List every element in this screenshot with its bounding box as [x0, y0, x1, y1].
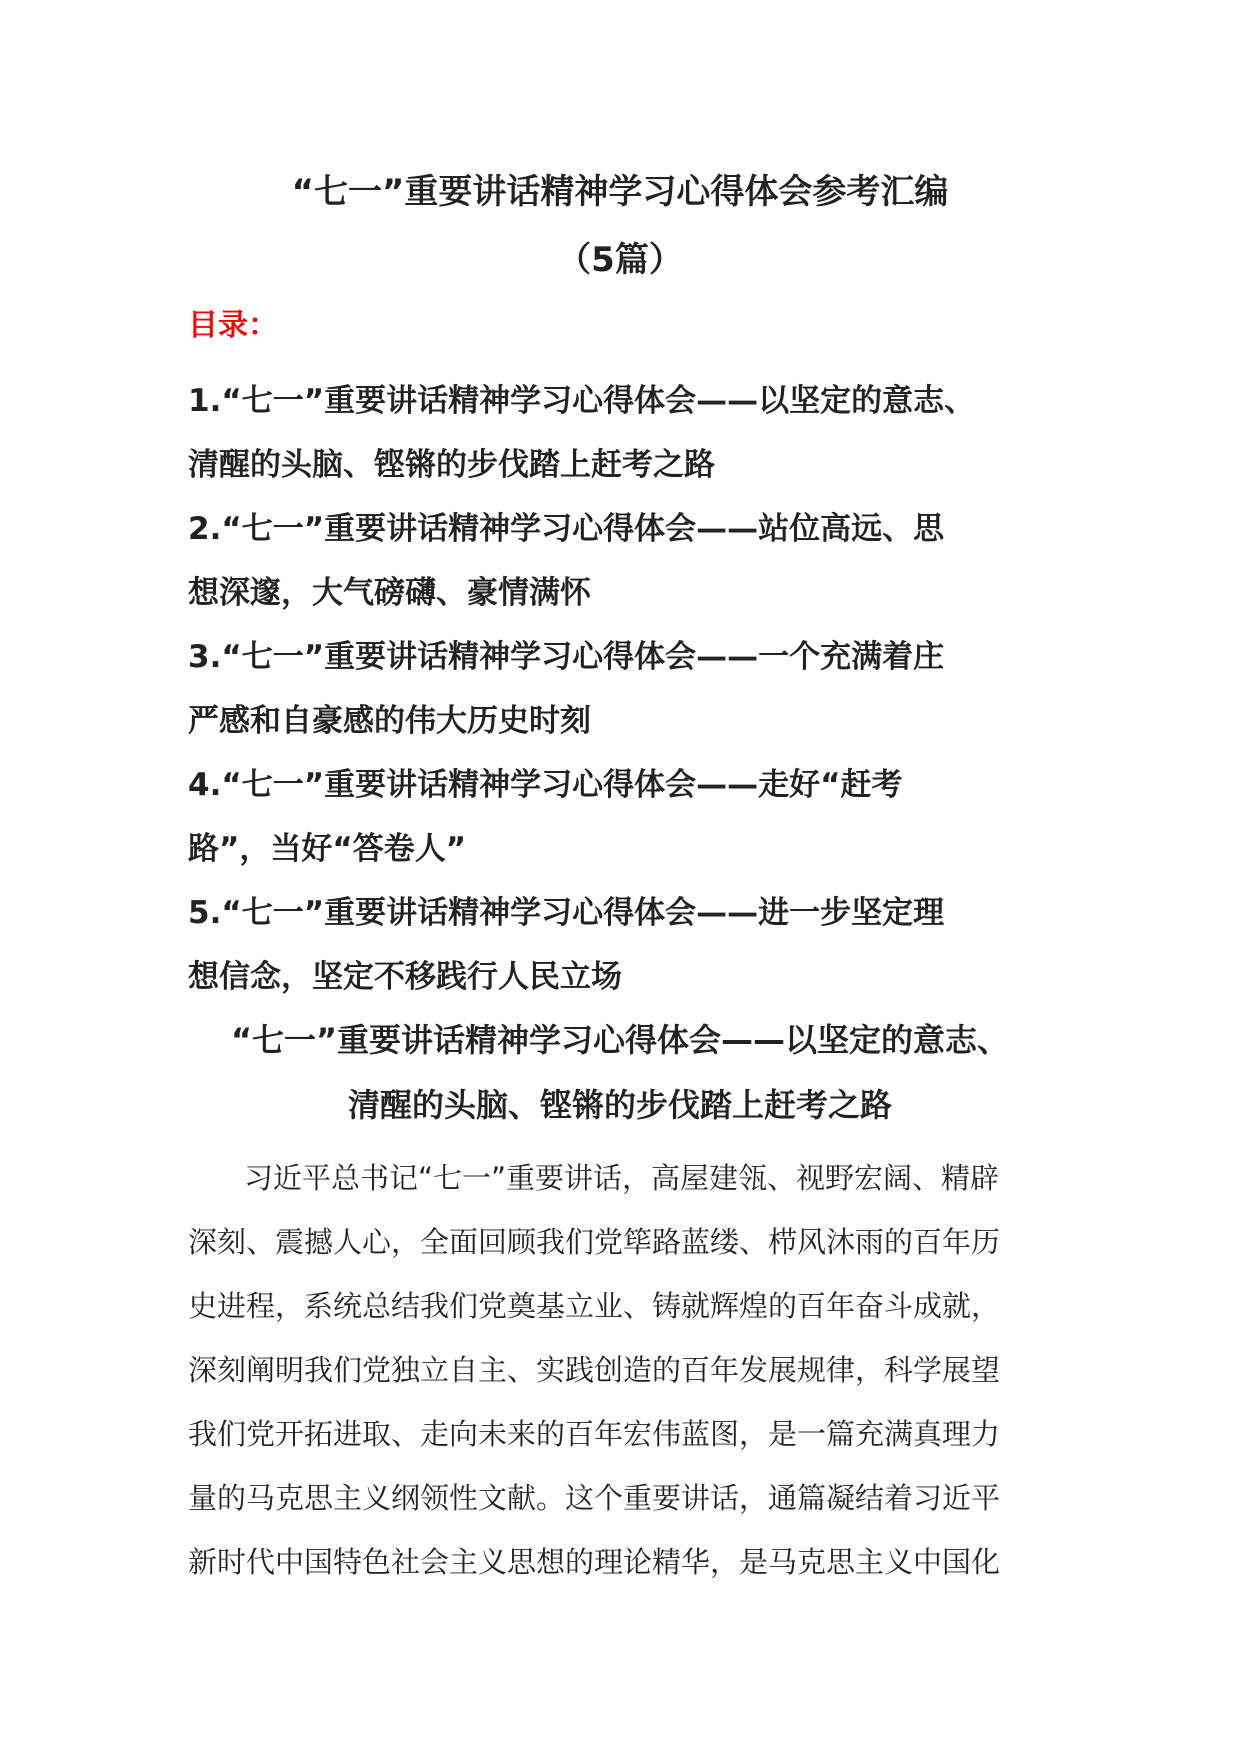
toc-item-line: 想信念，坚定不移践行人民立场 [188, 959, 622, 995]
toc-item-line: 想深邃，大气磅礴、豪情满怀 [188, 575, 591, 611]
toc-item-line: 严感和自豪感的伟大历史时刻 [188, 703, 591, 739]
toc-item-1[interactable] [188, 369, 1088, 497]
paragraph-line: 新时代中国特色社会主义思想的理论精华，是马克思主义中国化 [188, 1545, 1001, 1579]
toc-item-line: 1.“七一”重要讲话精神学习心得体会——以坚定的意志、 [188, 383, 976, 419]
paragraph-line: 深刻、震撼人心，全面回顾我们党筚路蓝缕、栉风沐雨的百年历 [188, 1225, 1001, 1259]
paragraph-line: 史进程，系统总结我们党奠基立业、铸就辉煌的百年奋斗成就， [188, 1289, 1001, 1323]
paragraph-line: 量的马克思主义纲领性文献。这个重要讲话，通篇凝结着习近平 [188, 1481, 1001, 1515]
toc-item-line: 3.“七一”重要讲话精神学习心得体会——一个充满着庄 [188, 639, 945, 675]
table-of-contents [188, 369, 1088, 1009]
paragraph-line: 深刻阐明我们党独立自主、实践创造的百年发展规律，科学展望 [188, 1353, 1001, 1387]
body-paragraph [188, 1146, 1068, 1594]
toc-item-2[interactable] [188, 497, 1088, 625]
paragraph-line: 习近平总书记“七一”重要讲话，高屋建瓴、视野宏阔、精辟 [244, 1161, 1000, 1195]
toc-item-5[interactable] [188, 881, 1088, 1009]
toc-item-line: 5.“七一”重要讲话精神学习心得体会——进一步坚定理 [188, 895, 945, 931]
paragraph-line: 我们党开拓进取、走向未来的百年宏伟蓝图，是一篇充满真理力 [188, 1417, 1001, 1451]
document-title: “七一”重要讲话精神学习心得体会参考汇编 [291, 172, 949, 212]
toc-item-line: 路”，当好“答卷人” [188, 831, 467, 867]
section-subheading: 清醒的头脑、铿锵的步伐踏上赶考之路 [347, 1086, 892, 1124]
section-heading: “七一”重要讲话精神学习心得体会——以坚定的意志、 [230, 1021, 1010, 1059]
toc-item-line: 4.“七一”重要讲话精神学习心得体会——走好“赶考 [188, 767, 903, 803]
toc-item-line: 2.“七一”重要讲话精神学习心得体会——站位高远、思 [188, 511, 945, 547]
toc-item-line: 清醒的头脑、铿锵的步伐踏上赶考之路 [188, 447, 715, 483]
document-title-count: （5篇） [557, 240, 683, 280]
toc-item-4[interactable] [188, 753, 1088, 881]
toc-item-3[interactable] [188, 625, 1088, 753]
toc-label: 目录： [188, 308, 278, 343]
